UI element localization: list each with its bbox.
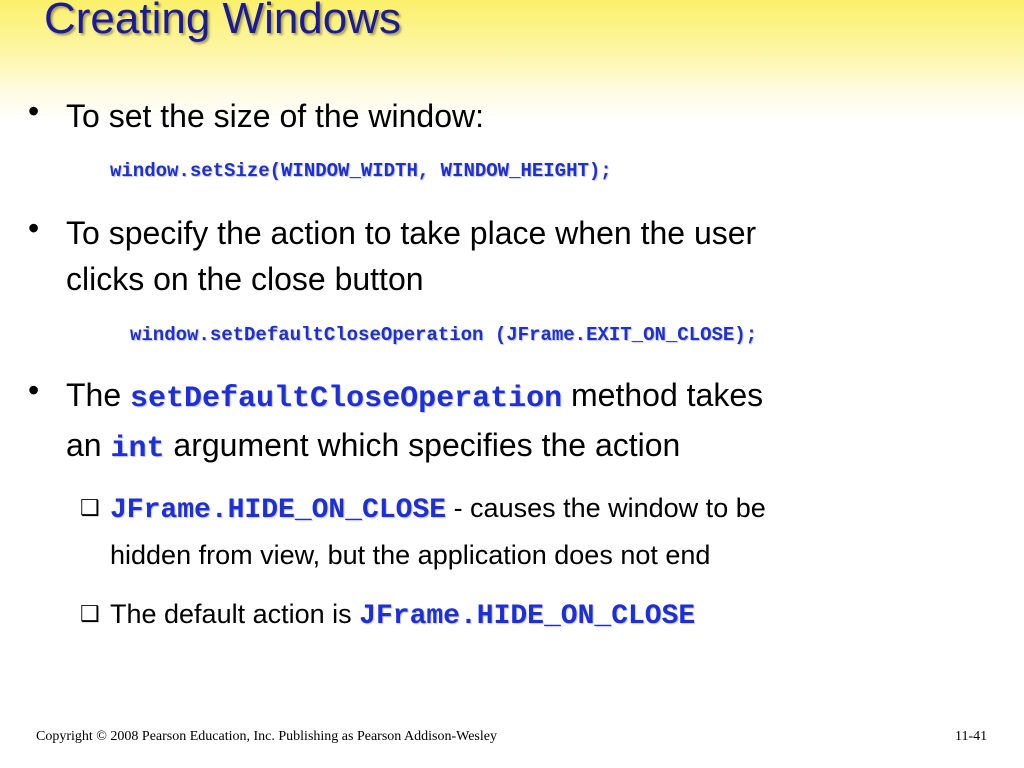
slide-title: Creating Windows (44, 0, 402, 43)
subitem-hide-on-close-line2: hidden from view, but the application does not end (110, 540, 711, 570)
code-inline-int: int (110, 432, 165, 466)
checkbox-bullet-icon: ❑ (80, 495, 100, 520)
footer-page-number: 11-41 (955, 729, 988, 744)
text: an (66, 427, 111, 463)
bullet-dot: • (28, 372, 40, 408)
bullet-dot: • (28, 210, 40, 246)
code-set-size: window.setSize(WINDOW_WIDTH, WINDOW_HEIGHT); (110, 160, 612, 182)
code-default-hide-on-close: JFrame.HIDE_ON_CLOSE (359, 601, 696, 632)
bullet-close-action-line2: clicks on the close button (66, 261, 424, 297)
checkbox-bullet-icon: ❑ (80, 601, 100, 626)
footer-copyright: Copyright © 2008 Pearson Education, Inc. Publishing as Pearson Addison-Wesley (36, 729, 497, 744)
text: method takes (562, 377, 764, 413)
code-inline-method: setDefaultCloseOperation (130, 382, 563, 416)
bullet-method-takes (66, 372, 763, 472)
text: argument which specifies the action (164, 427, 681, 463)
bullet-set-size: To set the size of the window: (66, 98, 484, 134)
code-set-default-close: window.setDefaultCloseOperation (JFrame.EXIT_ON_CLOSE); (130, 324, 758, 346)
bullet-close-action-line1: To specify the action to take place when the user (66, 215, 757, 251)
code-hide-on-close: JFrame.HIDE_ON_CLOSE (110, 495, 447, 526)
subitem-default-action (110, 592, 695, 639)
subitem-hide-on-close (110, 486, 766, 577)
text: The (66, 377, 131, 413)
bullet-dot: • (28, 93, 40, 129)
bullet-close-action (66, 210, 756, 302)
text: The default action is (110, 599, 360, 629)
text: - causes the window to be (446, 493, 766, 523)
